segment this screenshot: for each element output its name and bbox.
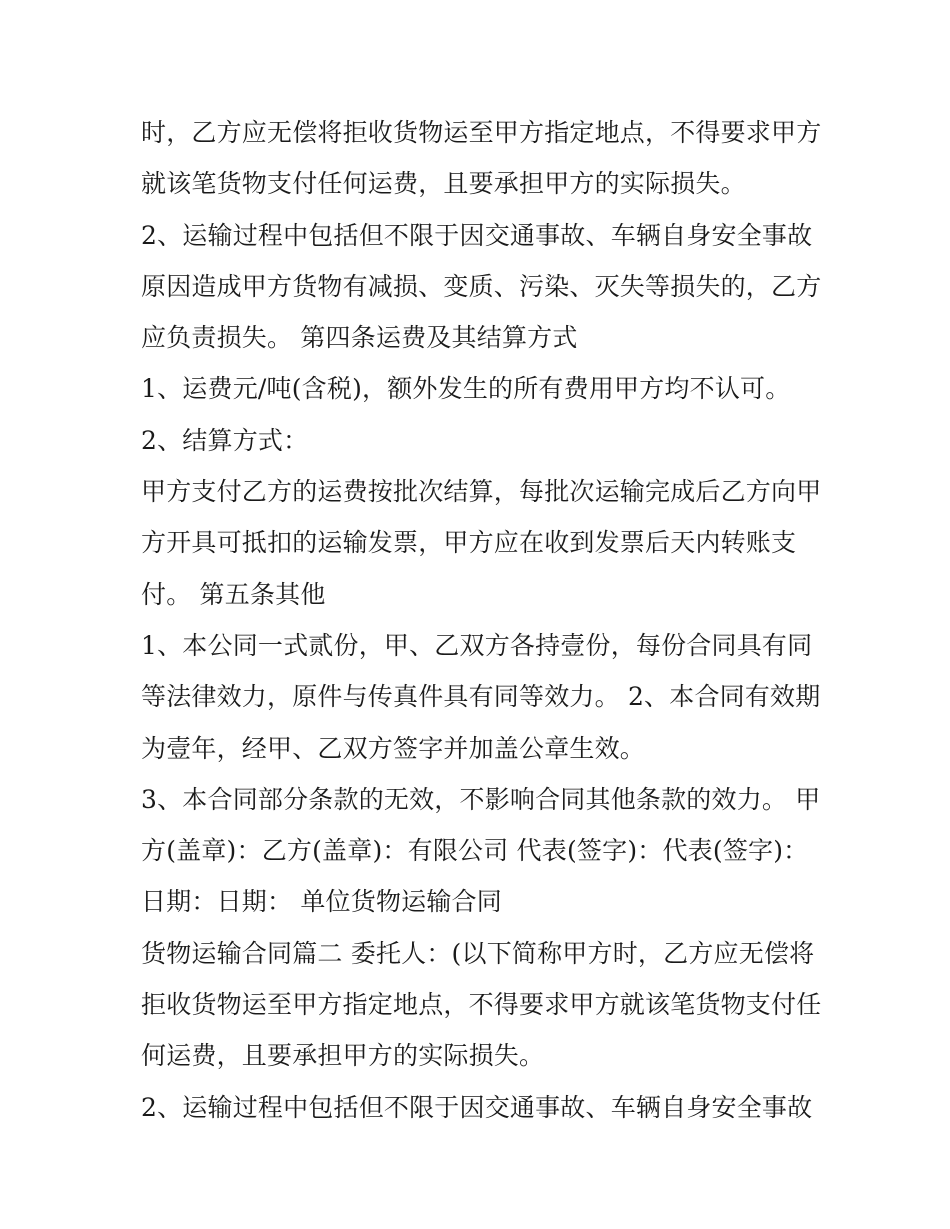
text-line: 2、运输过程中包括但不限于因交通事故、车辆自身安全事故 bbox=[141, 220, 813, 250]
document-body bbox=[141, 107, 821, 1133]
text-line: 何运费，且要承担甲方的实际损失。 bbox=[141, 1041, 545, 1071]
text-line: 付。 第五条其他 bbox=[141, 579, 326, 609]
text-line: 2、结算方式： bbox=[141, 425, 309, 455]
text-line: 甲方支付乙方的运费按批次结算，每批次运输完成后乙方向甲 bbox=[141, 477, 822, 507]
text-line: 等法律效力，原件与传真件具有同等效力。 2、本合同有效期 bbox=[141, 682, 821, 712]
text-line: 2、运输过程中包括但不限于因交通事故、车辆自身安全事故 bbox=[141, 1092, 813, 1122]
text-line: 方(盖章)：乙方(盖章)：有限公司 代表(签字)：代表(签字)： bbox=[141, 836, 809, 866]
text-line: 方开具可抵扣的运输发票，甲方应在收到发票后天内转账支 bbox=[141, 528, 797, 558]
text-line: 3、本合同部分条款的无效，不影响合同其他条款的效力。 甲 bbox=[141, 784, 821, 814]
text-line: 日期：日期： 单位货物运输合同 bbox=[141, 887, 502, 917]
text-line: 原因造成甲方货物有减损、变质、污染、灭失等损失的，乙方 bbox=[141, 271, 822, 301]
text-line: 拒收货物运至甲方指定地点，不得要求甲方就该笔货物支付任 bbox=[141, 990, 822, 1020]
text-line: 货物运输合同篇二 委托人：(以下简称甲方时，乙方应无偿将 bbox=[141, 938, 815, 968]
text-line: 应负责损失。 第四条运费及其结算方式 bbox=[141, 323, 578, 353]
text-line: 就该笔货物支付任何运费，且要承担甲方的实际损失。 bbox=[141, 169, 746, 199]
text-line: 时，乙方应无偿将拒收货物运至甲方指定地点，不得要求甲方 bbox=[141, 118, 822, 147]
text-line: 1、运费元/吨(含税)，额外发生的所有费用甲方均不认可。 bbox=[141, 374, 791, 404]
text-line: 1、本公同一式贰份，甲、乙双方各持壹份，每份合同具有同 bbox=[141, 630, 813, 660]
text-line: 为壹年，经甲、乙双方签字并加盖公章生效。 bbox=[141, 733, 646, 763]
